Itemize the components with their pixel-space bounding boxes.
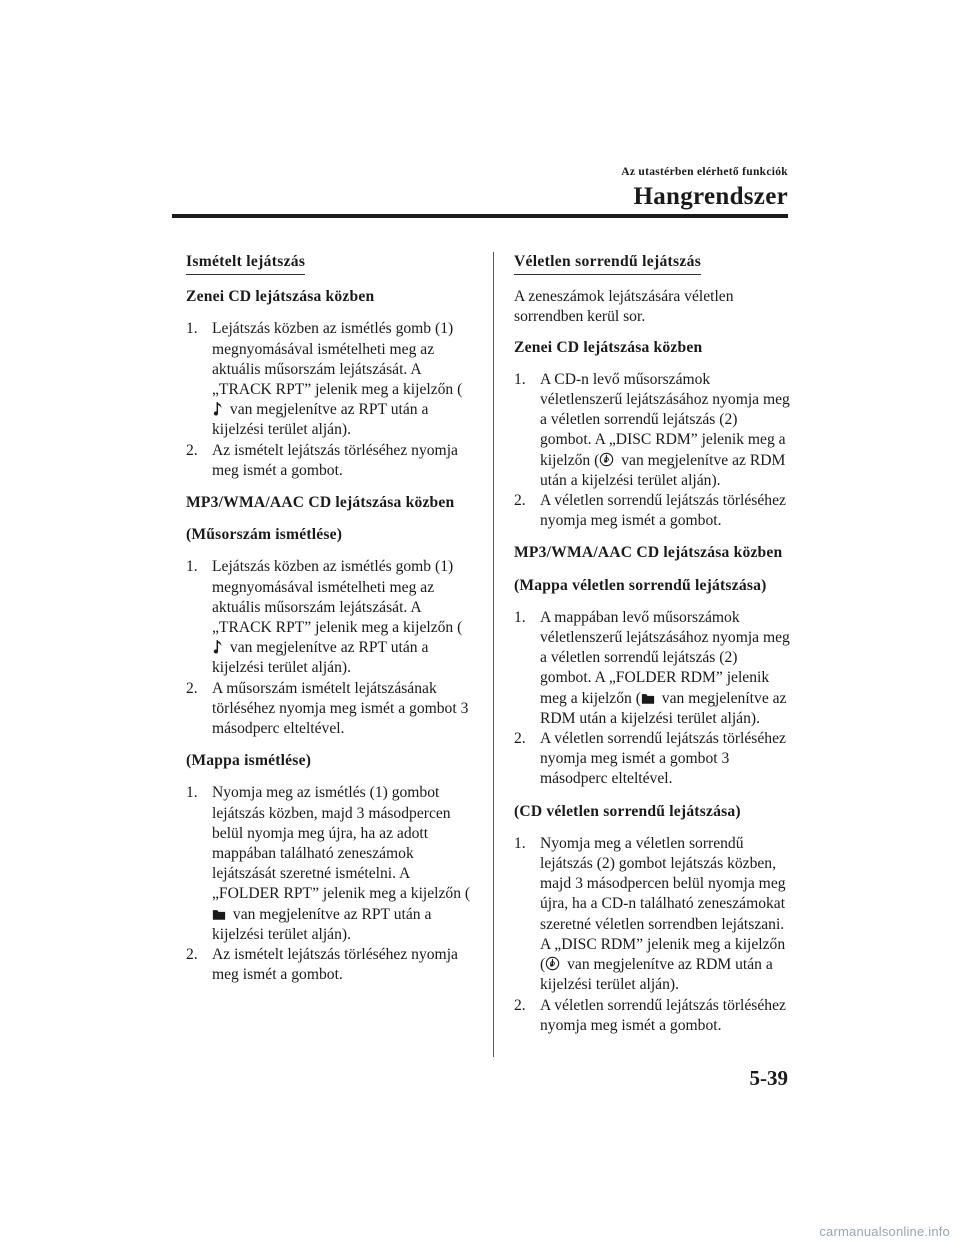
subheading-folder-random: (Mappa véletlen sorrendű lejátszása) [514, 576, 767, 594]
item-text: van megjelenítve az RPT után a kijelzési terület alján). [212, 639, 429, 677]
folder-icon [212, 908, 226, 921]
disc-icon [545, 956, 560, 971]
folder-icon [641, 692, 655, 705]
item-text: Nyomja meg az ismétlés (1) gombot lejátszás közben, majd 3 másodpercen belül nyomja meg újra, ha az adott mappában található zeneszámok lejátszását szeretné ismételni. A „FOLDER RPT” jelenik meg a kijelzőn ( [212, 784, 471, 903]
subheading-folder: (Mappa ismétlése) [186, 752, 312, 770]
right-column [514, 252, 790, 1048]
item-text: Az ismételt lejátszás törléséhez nyomja meg ismét a gombot. [212, 946, 458, 984]
music-note-icon [212, 639, 223, 654]
item-number: 2. [186, 679, 198, 697]
disc-icon [599, 452, 614, 467]
page-number: 5-39 [749, 1066, 788, 1090]
page-title: Hangrendszer [633, 183, 788, 210]
item-text: van megjelenítve az RPT után a kijelzési terület alján). [212, 905, 432, 943]
intro-paragraph: A zeneszámok lejátszására véletlen sorrendben kerül sor. [514, 288, 734, 326]
item-text: van megjelenítve az RDM után a kijelzési terület alján). [540, 956, 773, 994]
cd-repeat-list [186, 319, 476, 481]
disc-random-list [514, 834, 790, 1036]
item-number: 1. [186, 784, 198, 802]
list-item [186, 945, 476, 985]
item-number: 2. [186, 946, 198, 964]
item-number: 1. [514, 834, 526, 852]
list-item [186, 679, 476, 740]
item-number: 1. [186, 320, 198, 338]
list-item [514, 608, 790, 729]
item-text: Nyomja meg a véletlen sorrendű lejátszás (2) gombot lejátszás közben, majd 3 másodpercen belül nyomja meg újra, ha a CD-n található zeneszámokat szeretné véletlen sorrendben lejátszani. A „DISC RDM” jelenik meg a kijelzőn ( [540, 834, 786, 974]
cd-random-list [514, 370, 790, 532]
chapter-label: Az utastérben elérhető funkciók [621, 166, 788, 178]
subheading-track: (Műsorszám ismétlése) [186, 526, 343, 544]
item-text: Lejátszás közben az ismétlés gomb (1) megnyomásával ismételheti meg az aktuális műsorszám lejátszását. A „TRACK RPT” jelenik meg a kijelzőn ( [212, 558, 463, 637]
column-divider [493, 252, 494, 1057]
item-number: 1. [186, 558, 198, 576]
list-item [514, 996, 790, 1036]
item-text: A műsorszám ismételt lejátszásának törléséhez nyomja meg ismét a gombot 3 másodperc elteltével. [212, 679, 469, 738]
list-item [514, 491, 790, 531]
item-number: 2. [514, 996, 526, 1014]
subheading-cd: Zenei CD lejátszása közben [186, 288, 375, 306]
item-number: 1. [514, 608, 526, 626]
subheading-mp3: MP3/WMA/AAC CD lejátszása közben [514, 544, 783, 562]
list-item [186, 557, 476, 678]
item-text: van megjelenítve az RDM után a kijelzési terület alján). [540, 689, 787, 727]
section-title-repeat: Ismételt lejátszás [186, 252, 305, 275]
item-text: A véletlen sorrendű lejátszás törléséhez nyomja meg ismét a gombot. [540, 492, 786, 530]
subheading-mp3: MP3/WMA/AAC CD lejátszása közben [186, 494, 455, 512]
item-text: A CD-n levő műsorszámok véletlenszerű lejátszásához nyomja meg a véletlen sorrendű lejátszás (2) gombot. A „DISC RDM” jelenik meg a kijelzőn ( [540, 370, 790, 469]
item-number: 2. [186, 441, 198, 459]
list-item [514, 834, 790, 996]
item-number: 1. [514, 370, 526, 388]
header-rule [172, 214, 788, 218]
section-title-random: Véletlen sorrendű lejátszás [514, 252, 701, 275]
folder-random-list [514, 608, 790, 790]
music-note-icon [212, 401, 223, 416]
watermark: carmanualsonline.info [819, 1224, 950, 1239]
item-text: van megjelenítve az RPT után a kijelzési terület alján). [212, 401, 429, 439]
list-item [186, 783, 476, 945]
item-text: van megjelenítve az RDM után a kijelzési terület alján). [540, 451, 786, 489]
list-item [186, 319, 476, 440]
item-number: 2. [514, 730, 526, 748]
item-number: 2. [514, 492, 526, 510]
item-text: A véletlen sorrendű lejátszás törléséhez nyomja meg ismét a gombot. [540, 996, 786, 1034]
subheading-disc-random: (CD véletlen sorrendű lejátszása) [514, 802, 741, 820]
item-text: Lejátszás közben az ismétlés gomb (1) megnyomásával ismételheti meg az aktuális műsorszám lejátszását. A „TRACK RPT” jelenik meg a kijelzőn ( [212, 320, 463, 399]
list-item [514, 370, 790, 491]
list-item [186, 441, 476, 481]
left-column [186, 252, 476, 998]
list-item [514, 729, 790, 790]
track-repeat-list [186, 557, 476, 739]
folder-repeat-list [186, 783, 476, 985]
item-text: A véletlen sorrendű lejátszás törléséhez nyomja meg ismét a gombot 3 másodperc elteltével. [540, 730, 786, 788]
item-text: Az ismételt lejátszás törléséhez nyomja meg ismét a gombot. [212, 441, 458, 479]
subheading-cd: Zenei CD lejátszása közben [514, 338, 703, 356]
item-text: A mappában levő műsorszámok véletlenszerű lejátszásához nyomja meg a véletlen sorrendű lejátszás (2) gombot. A „FOLDER RDM” jelenik meg a kijelzőn ( [540, 608, 790, 707]
